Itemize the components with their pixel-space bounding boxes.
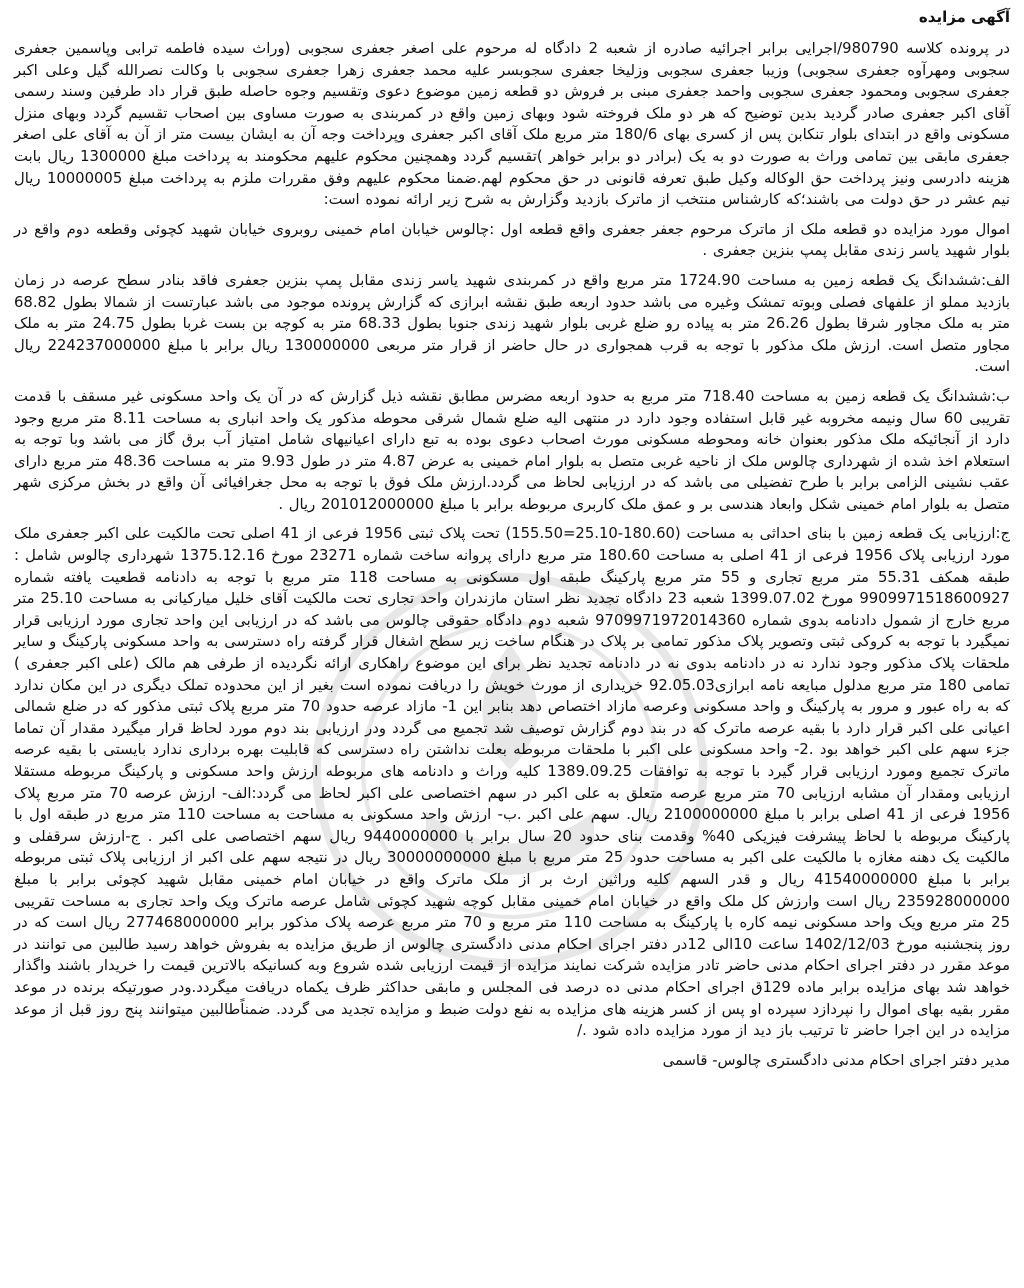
item-c-paragraph: ج:ارزیابی یک قطعه زمین با بنای احداثی به مساحت (180.60-25.10=155.50) تحت پلاک ثبتی 1956 فرعی از 41 اصلی تحت مالکیت علی اکبر جعفری ملک مورد ارزیابی پلاک 1956 فرعی از 41 اصلی به مساحت 180.60 متر مربع دارای پروانه ساخت شماره 23271 مورخ 1375.12.16 شهرداری چالوس شامل : طبقه همکف 55.31 متر مربع تجاری و 55 متر مربع پارکینگ طبقه اول مسکونی به مساحت 118 متر مربع با توجه به دادنامه قطعیت یافته شماره 9909971518600927 مورخ 1399.07.02 شعبه 23 دادگاه تجدید نظر استان مازندران واحد تجاری تحت مالکیت آقای خلیل میارکیانی به مساحت 25.10 متر مربع خارج از شمول دادنامه بدوی شماره 9709971972014360 شعبه دوم دادگاه حقوقی چالوس می باشد که در ارزیابی این واحد تجاری مورد ارزیابی قرار نمیگیرد با توجه به کروکی ثبتی وتصویر پلاک مذکور تمامی بر پلاک در هنگام ساخت زیر سطح اشغال قرار گرفته راه دسترسی به واحد مسکونی پارکینگ و سایر ملحقات پلاک مذکور وجود ندارد نه در دادنامه بدوی نه در دادنامه تجدید نظر برای این موضوع راهکاری ارائه نگردیده از طرفی هم مالک (علی اکبر جعفری ) تمامی 180 متر مربع مدلول مبایعه نامه ابرازی92.05.03 خریداری از مورث خویش را دریافت نموده است بغیر از این محدوده تملک دیگری در این مکان ندارد که به راه عبور و مرور به پارکینگ و واحد مسکونی وعرصه مازاد اختصاص دهد بنابر این 1- مازاد عرصه حدود 70 متر مربع پلاک ثبتی مذکور که در ضلع شمالی اعیانی علی اکبر قرار دارد با بقیه عرصه ماترک که در بند دوم گزارش توصیف شد تجمیع می گردد ودر ارزیابی بند دوم مورد لحاظ قرار میگیرد مقدار آن تماما جزء سهم علی اکبر خواهد بود .2- واحد مسکونی علی اکبر با ملحقات مربوطه بعلت نداشتن راه دسترسی که قابلیت بهره برداری ندارد بایستی با بقیه عرصه ماترک تجمیع ومورد ارزیابی قرار گیرد با توجه به توافقات 1389.09.25 کلیه وراث و دادنامه های مربوطه ارزش واحد مسکونی و پارکینگ مربوطه مستقلا ارزیابی ومقدار آن مشابه ارزیابی 70 متر مربع عرصه متعلق به علی اکبر در سهم اختصاصی علی اکبر لحاظ می گردد:الف- ارزش عرصه 70 متر مربع پلاک 1956 فرعی از 41 اصلی برابر با مبلغ 2100000000 ریال. سهم علی اکبر .ب- ارزش واحد مسکونی به مساحت به مساحت 110 متر مربع در طبقه اول با پارکینگ مربوطه با لحاظ پیشرفت فیزیکی 40% وقدمت بنای حدود 20 سال برابر با 9440000000 ریال سهم اختصاصی علی اکبر . ج-ارزش سرقفلی و مالکیت یک دهنه مغازه با مالکیت علی اکبر به مساحت حدود 25 متر مربع با مبلغ 30000000000 ریال در نتیجه سهم علی اکبر از ارزیابی پلاک ثبتی مربوطه برابر با مبلغ 41540000000 ریال و قدر السهم کلیه وراثین ارث بر از ملک ماترک واقع در خیابان امام خمینی مقابل شهید کچوئی برابر با مبلغ 235928000000 ریال است وارزش کل ملک واقع در خیابان امام خمینی مقابل کوچه شهید کچوئی شامل عرصه ماترک ویک واحد تجاری به مساحت تقریبی 25 متر مربع ویک واحد مسکونی نیمه کاره با پارکینگ به مساحت 110 متر مربع و 70 متر مربع عرصه پلاک مذکور برابر 277468000000 ریال است که در روز پنجشنبه مورخ 1402/12/03 ساعت 10الی 12در دفتر اجرای احکام مدنی دادگستری چالوس از طریق مزایده به بفروش خواهد رسید طالبین می توانند در موعد مقرر در دفتر اجرای احکام مدنی حاضر تادر مزایده شرکت نمایند مزایده از قیمت ارزیابی شده شروع وبه کسانیکه بالاترین قیمت را خریدار باشند واگذار خواهد شد بهای مزایده برابر ماده 129ق اجرای احکام مدنی ده درصد فی المجلس و مابقی حداکثر ظرف یکماه دریافت میگردد.ودر صورتیکه برنده در موعد مقرر بقیه بهای اموال را نپردازد سپرده او پس از کسر هزینه های مزایده به نفع دولت ضبط و مزایده تجدید می گردد. ضمناًطالبین میتوانند پنج روز قبل از موعد مزایده در این اجرا حاضر تا ترتیب باز دید از مورد مزایده داده شود ./ bbox=[14, 525, 1011, 1040]
intro-paragraph: در پرونده کلاسه 980790/اجرایی برابر اجرائیه صادره از شعبه 2 دادگاه له مرحوم علی اصغر جعفری سجوبی (وراث سیده فاطمه ترابی وپاسمین جعفری سجوبی ومهرآوه جعفری سجوبی) وزیبا جعفری سجوبی وزلیخا جعفری سجوبسر علیه محمد جعفری زهرا جعفری سجوبی با وکالت نصرالله گیل وعلی اکبر جعفری سجوبی ومحمود جعفری سجوبی واحمد جعفری مبنی بر فروش دو قطعه زمین موضوع دعوی وتقسیم وجوه حاصله طبق قرار داد طرفین وسند رسمی آقای اکبر جعفری صادر گردید بدین توضیح که هر دو ملک فروخته شود وبهای زمین واقع در کمربندی به صورت مساوی بین اصحاب تقسیم گردد وبهای منزل مسکونی واقع در ابتدای بلوار تنکابن پس از کسری بهای 180/6 متر مربع ملک آقای اکبر جعفری وپرداخت وجه آن به ایشان بیست متر از آن به آقای علی اصغر جعفری مابقی بین تمامی وراث به صورت دو به یک (برادر دو برابر خواهر )تقسیم گردد وهمچنین محکوم علیهم محکومند به پرداخت مبلغ 1300000 ریال بابت هزینه دادرسی ونیز پرداخت حق الوکاله وکیل طبق تعرفه قانونی در حق محکوم لهم.ضمنا محکوم علیهم وفق مقررات ملزم به پرداخت مبلغ 10000005 ریال نیم عشر در حق دولت می باشند؛که کارشناس منتخب از ماترک بازدید وگزارش به شرح زیر ارائه نموده است: bbox=[14, 40, 1011, 209]
item-b-paragraph: ب:ششدانگ یک قطعه زمین به مساحت 718.40 متر مربع به حدود اربعه مضرس مطابق نقشه ذیل گزارش که در آن یک واحد مسکونی غیر مسقف با قدمت تقریبی 60 سال ونیمه مخروبه غیر قابل استفاده وجود دارد در منتهی الیه ضلع شمال شرقی محوطه مذکور یک واحد انباری به مساحت 8.11 متر مربع وجود دارد از آنجائیکه ملک مذکور بعنوان خانه ومحوطه مسکونی مورث اصحاب دعوی بوده به تبع دارای اعیانیهای شامل امتیاز آب برق گاز می باشد وبا توجه به استعلام اخذ شده از شهرداری چالوس ملک از ناحیه غربی متصل به بلوار امام خمینی به عرض 4.87 متر در طول 9.93 متر به مساحت 48.36 متر مربع دارای عقب نشینی الزامی برابر با طرح تفضیلی می باشد که در ارزیابی لحاظ می گردد.ارزش ملک فوق با توجه به محل جغرافیائی آن واقع در بخش مرکزی شهر متصل به بلوار امام خمینی شکل وابعاد هندسی بر و عمق ملک کاربری مربوطه برابر با مبلغ 201012000000 ریال . bbox=[14, 387, 1011, 513]
signature-line: مدیر دفتر اجرای احکام مدنی دادگستری چالوس- قاسمی bbox=[662, 1051, 1010, 1069]
notice-title: آگهی مزایده bbox=[918, 8, 1010, 26]
auction-items-paragraph: اموال مورد مزایده دو قطعه ملک از ماترک مرحوم جعفر جعفری واقع قطعه اول :چالوس خیابان امام خمینی روبروی خیابان شهید کچوئی وقطعه دوم واقع در بلوار شهید یاسر زندی مقابل پمپ بنزین جعفری . bbox=[14, 220, 1010, 260]
item-a-paragraph: الف:ششدانگ یک قطعه زمین به مساحت 1724.90 متر مربع واقع در کمربندی شهید یاسر زندی مقابل پمپ بنزین جعفری فاقد بنادر سطح عرصه در زمان بازدید مملو از علفهای فصلی وبوته تمشک وغیره می باشد حدود اربعه طبق نقشه ابرازی که گزارش پرونده موجود می باشد عبارتست از شمالا بطول 68.82 متر به ملک مجاور شرقا بطول 26.26 متر به پیاده رو ضلع غربی بلوار شهید زندی جنوبا بطول 68.33 متر به کوچه بن بست غربا بطول 24.75 متر به ملک مجاور متصل است. ارزش ملک مذکور با توجه به قرب همجواری در حال حاضر از قرار متر مربعی 130000000 ریال برابر با مبلغ 224237000000 ریال است. bbox=[14, 271, 1011, 376]
